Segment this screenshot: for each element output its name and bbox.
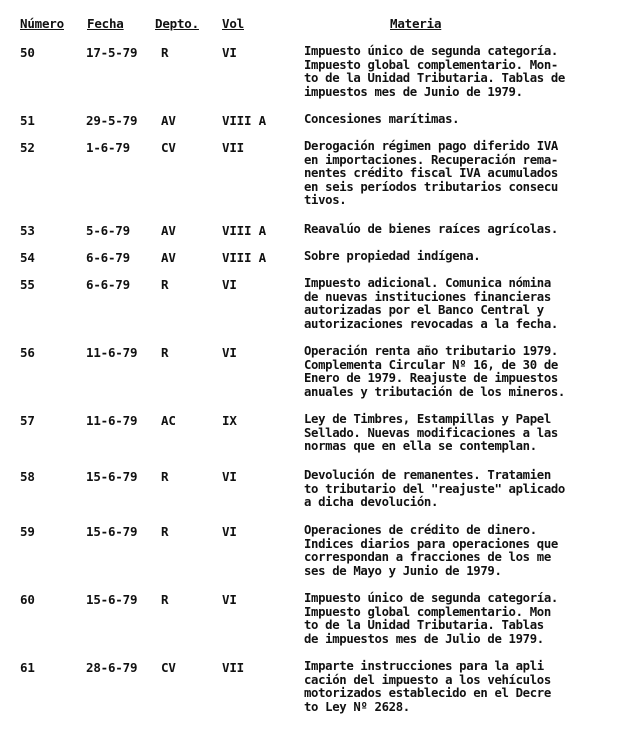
cell-vol: IX xyxy=(222,413,237,428)
cell-vol: VI xyxy=(222,45,237,60)
materia-line: Imparte instrucciones para la apli xyxy=(304,659,544,673)
cell-materia xyxy=(304,223,622,237)
header-fecha: Fecha xyxy=(87,16,124,31)
materia-line: Impuesto global complementario. Mon xyxy=(304,604,551,619)
cell-depto: R xyxy=(161,592,169,607)
cell-numero: 53 xyxy=(20,223,35,238)
cell-depto: R xyxy=(161,345,169,360)
cell-materia xyxy=(304,660,622,714)
materia-line: to tributario del "reajuste" aplicado xyxy=(304,481,565,496)
cell-numero: 56 xyxy=(20,345,35,360)
cell-vol: VI xyxy=(222,469,237,484)
header-vol: Vol xyxy=(222,16,244,31)
materia-line: Impuesto adicional. Comunica nómina xyxy=(304,276,551,290)
materia-line: de impuestos mes de Julio de 1979. xyxy=(304,631,544,646)
materia-line: Impuesto único de segunda categoría. xyxy=(304,44,558,58)
cell-materia xyxy=(304,469,622,510)
materia-line: Concesiones marítimas. xyxy=(304,112,460,126)
materia-line: to Ley Nº 2628. xyxy=(304,699,410,714)
cell-depto: R xyxy=(161,524,169,539)
cell-numero: 52 xyxy=(20,140,35,155)
cell-fecha: 28-6-79 xyxy=(86,660,138,675)
materia-line: motorizados establecido en el Decre xyxy=(304,686,551,701)
cell-fecha: 17-5-79 xyxy=(86,45,138,60)
materia-line: Sellado. Nuevas modificaciones a las xyxy=(304,425,558,440)
materia-line: en importaciones. Recuperación rema- xyxy=(304,152,558,167)
materia-line: autorizadas por el Banco Central y xyxy=(304,303,544,318)
cell-depto: R xyxy=(161,277,169,292)
cell-vol: VIII A xyxy=(222,250,266,265)
cell-numero: 55 xyxy=(20,277,35,292)
cell-fecha: 5-6-79 xyxy=(86,223,130,238)
materia-line: Impuesto único de segunda categoría. xyxy=(304,591,558,605)
materia-line: Operación renta año tributario 1979. xyxy=(304,344,558,358)
materia-line: Impuesto global complementario. Mon- xyxy=(304,57,558,72)
cell-depto: CV xyxy=(161,140,176,155)
materia-line: autorizaciones revocadas a la fecha. xyxy=(304,316,558,331)
cell-vol: VIII A xyxy=(222,113,266,128)
materia-line: Enero de 1979. Reajuste de impuestos xyxy=(304,371,558,386)
cell-materia xyxy=(304,277,622,331)
materia-line: tivos. xyxy=(304,193,347,208)
cell-depto: CV xyxy=(161,660,176,675)
header-numero: Número xyxy=(20,16,64,31)
materia-line: en seis períodos tributarios consecu xyxy=(304,179,558,194)
materia-line: ses de Mayo y Junio de 1979. xyxy=(304,563,502,578)
materia-line: Complementa Circular Nº 16, de 30 de xyxy=(304,357,558,372)
cell-vol: VI xyxy=(222,592,237,607)
cell-numero: 51 xyxy=(20,113,35,128)
materia-line: to de la Unidad Tributaria. Tablas de xyxy=(304,71,565,86)
cell-vol: VI xyxy=(222,345,237,360)
materia-line: a dicha devolución. xyxy=(304,495,439,510)
cell-materia xyxy=(304,140,622,208)
cell-fecha: 15-6-79 xyxy=(86,524,138,539)
cell-depto: AV xyxy=(161,113,176,128)
cell-depto: AC xyxy=(161,413,176,428)
cell-fecha: 11-6-79 xyxy=(86,345,138,360)
cell-depto: R xyxy=(161,45,169,60)
cell-fecha: 29-5-79 xyxy=(86,113,138,128)
cell-depto: R xyxy=(161,469,169,484)
cell-numero: 50 xyxy=(20,45,35,60)
materia-line: Devolución de remanentes. Tratamien xyxy=(304,468,551,482)
cell-materia xyxy=(304,524,622,578)
cell-numero: 61 xyxy=(20,660,35,675)
materia-line: anuales y tributación de los mineros. xyxy=(304,384,565,399)
materia-line: correspondan a fracciones de los me xyxy=(304,550,551,565)
materia-line: to de la Unidad Tributaria. Tablas xyxy=(304,618,544,633)
cell-fecha: 15-6-79 xyxy=(86,592,138,607)
cell-fecha: 6-6-79 xyxy=(86,277,130,292)
cell-fecha: 1-6-79 xyxy=(86,140,130,155)
materia-line: nentes crédito fiscal IVA acumulados xyxy=(304,166,558,181)
cell-materia xyxy=(304,113,622,127)
materia-line: impuestos mes de Junio de 1979. xyxy=(304,84,523,99)
materia-line: Indices diarios para operaciones que xyxy=(304,536,558,551)
materia-line: Sobre propiedad indígena. xyxy=(304,249,481,263)
cell-fecha: 11-6-79 xyxy=(86,413,138,428)
cell-vol: VI xyxy=(222,277,237,292)
cell-materia xyxy=(304,45,622,99)
cell-materia xyxy=(304,345,622,399)
cell-numero: 58 xyxy=(20,469,35,484)
cell-numero: 60 xyxy=(20,592,35,607)
cell-fecha: 15-6-79 xyxy=(86,469,138,484)
cell-materia xyxy=(304,592,622,646)
cell-materia xyxy=(304,250,622,264)
cell-vol: VIII A xyxy=(222,223,266,238)
cell-materia xyxy=(304,413,622,454)
materia-line: Derogación régimen pago diferido IVA xyxy=(304,139,558,153)
cell-numero: 59 xyxy=(20,524,35,539)
cell-vol: VII xyxy=(222,140,244,155)
materia-line: cación del impuesto a los vehículos xyxy=(304,672,551,687)
materia-line: Ley de Timbres, Estampillas y Papel xyxy=(304,412,551,426)
materia-line: Reavalúo de bienes raíces agrícolas. xyxy=(304,222,558,236)
header-materia: Materia xyxy=(390,16,442,31)
header-depto: Depto. xyxy=(155,16,199,31)
cell-depto: AV xyxy=(161,250,176,265)
materia-line: de nuevas instituciones financieras xyxy=(304,289,551,304)
cell-fecha: 6-6-79 xyxy=(86,250,130,265)
cell-vol: VII xyxy=(222,660,244,675)
materia-line: Operaciones de crédito de dinero. xyxy=(304,523,537,537)
cell-numero: 57 xyxy=(20,413,35,428)
materia-line: normas que en ella se contemplan. xyxy=(304,439,537,454)
cell-numero: 54 xyxy=(20,250,35,265)
cell-vol: VI xyxy=(222,524,237,539)
cell-depto: AV xyxy=(161,223,176,238)
